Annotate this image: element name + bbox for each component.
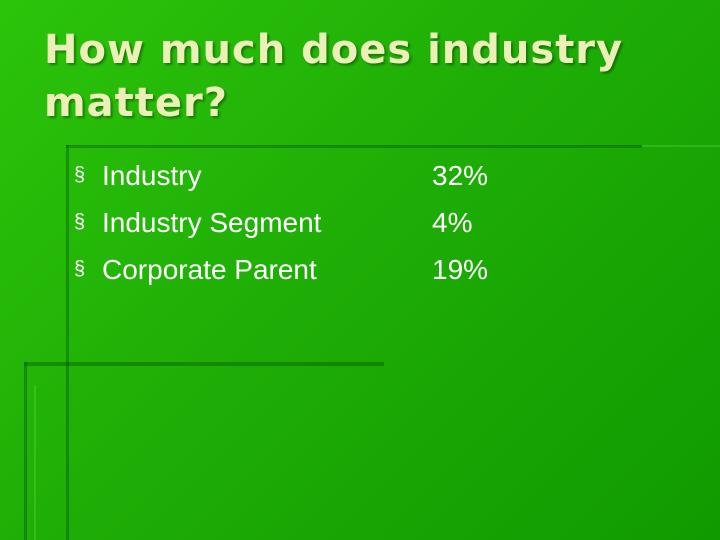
item-value: 19%: [432, 253, 489, 285]
decorative-line-top-right: [642, 145, 720, 147]
list-item: [74, 246, 674, 293]
decorative-line-vertical-far-left-2: [34, 385, 36, 540]
decorative-line-vertical-far-left: [24, 362, 27, 540]
bullet-list: [74, 152, 674, 293]
bullet-icon: §: [74, 211, 86, 233]
slide-title: How much does industry matter?: [44, 27, 624, 126]
bullet-icon: §: [74, 164, 86, 186]
decorative-line-vertical-left: [66, 145, 69, 540]
item-label: Corporate Parent: [102, 253, 317, 285]
item-label: Industry Segment: [102, 206, 322, 238]
item-value: 32%: [432, 159, 489, 191]
item-value: 4%: [432, 206, 473, 238]
item-label: Industry: [102, 159, 202, 191]
bullet-icon: §: [74, 258, 86, 280]
list-item: [74, 199, 674, 246]
list-item: [74, 152, 674, 199]
decorative-line-middle: [24, 362, 384, 366]
decorative-line-top: [66, 145, 642, 148]
